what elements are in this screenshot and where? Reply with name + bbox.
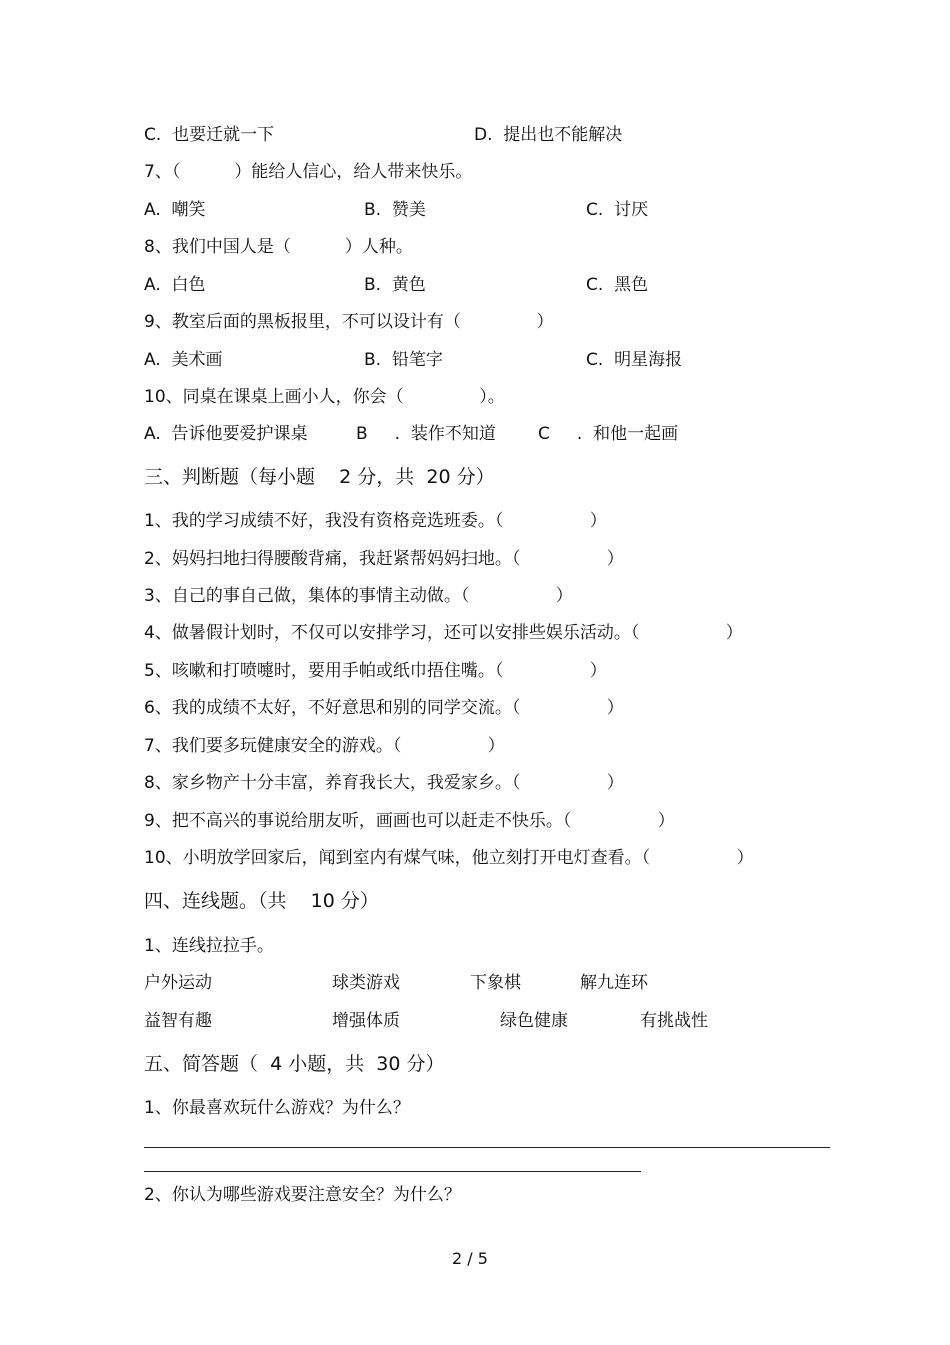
q7-text: 7、（ ）能给人信心，给人带来快乐。 (144, 162, 473, 182)
q10-option-a: A. 告诉他要爱护课桌 (144, 424, 308, 444)
judge-item-7: 7、我们要多玩健康安全的游戏。（ ） (144, 736, 505, 756)
q8-text: 8、我们中国人是（ ）人种。 (144, 237, 413, 257)
match-bottom-2: 增强体质 (332, 1011, 400, 1031)
q8-option-c: C. 黑色 (586, 275, 649, 295)
match-top-1: 户外运动 (144, 973, 212, 993)
judge-item-4: 4、做暑假计划时，不仅可以安排学习，还可以安排些娱乐活动。（ ） (144, 623, 743, 643)
q7-option-c: C. 讨厌 (586, 200, 649, 220)
q9-option-a: A. 美术画 (144, 350, 223, 370)
judge-item-9: 9、把不高兴的事说给朋友听，画画也可以赶走不快乐。（ ） (144, 811, 675, 831)
q10-option-b: B . 装作不知道 (356, 424, 496, 444)
match-bottom-3: 绿色健康 (500, 1011, 568, 1031)
judge-item-1: 1、我的学习成绩不好，我没有资格竞选班委。（ ） (144, 511, 607, 531)
match-question: 1、连线拉拉手。 (144, 936, 274, 956)
short-answer-1: 1、你最喜欢玩什么游戏？为什么？ (144, 1098, 410, 1118)
judge-item-2: 2、妈妈扫地扫得腰酸背痛，我赶紧帮妈妈扫地。（ ） (144, 549, 624, 569)
q6-option-d: D. 提出也不能解决 (474, 125, 623, 145)
section3-heading: 三、判断题（每小题 2 分，共 20 分） (144, 466, 495, 488)
match-top-4: 解九连环 (580, 973, 648, 993)
section5-heading: 五、简答题（ 4 小题，共 30 分） (144, 1053, 445, 1075)
judge-item-3: 3、自己的事自己做，集体的事情主动做。（ ） (144, 586, 573, 606)
page-number: 2 / 5 (452, 1249, 488, 1268)
q7-option-a: A. 嘲笑 (144, 200, 206, 220)
answer-line-1 (144, 1147, 830, 1148)
section4-heading: 四、连线题。（共 10 分） (144, 890, 379, 912)
q8-option-b: B. 黄色 (364, 275, 426, 295)
q7-option-b: B. 赞美 (364, 200, 426, 220)
q10-text: 10、同桌在课桌上画小人，你会（ ）。 (144, 387, 505, 407)
judge-item-8: 8、家乡物产十分丰富，养育我长大，我爱家乡。（ ） (144, 773, 624, 793)
match-top-2: 球类游戏 (332, 973, 400, 993)
judge-item-6: 6、我的成绩不太好，不好意思和别的同学交流。（ ） (144, 698, 624, 718)
answer-line-2 (144, 1171, 641, 1172)
q9-option-c: C. 明星海报 (586, 350, 683, 370)
match-top-3: 下象棋 (470, 973, 521, 993)
q8-option-a: A. 白色 (144, 275, 206, 295)
short-answer-2: 2、你认为哪些游戏要注意安全？为什么？ (144, 1185, 461, 1205)
q9-text: 9、教室后面的黑板报里，不可以设计有（ ） (144, 312, 554, 332)
q9-option-b: B. 铅笔字 (364, 350, 443, 370)
match-bottom-1: 益智有趣 (144, 1011, 212, 1031)
judge-item-5: 5、咳嗽和打喷嚏时，要用手帕或纸巾捂住嘴。（ ） (144, 661, 607, 681)
q6-option-c: C. 也要迁就一下 (144, 125, 275, 145)
q10-option-c: C . 和他一起画 (538, 424, 679, 444)
match-bottom-4: 有挑战性 (640, 1011, 708, 1031)
judge-item-10: 10、小明放学回家后，闻到室内有煤气味，他立刻打开电灯查看。（ ） (144, 848, 754, 868)
